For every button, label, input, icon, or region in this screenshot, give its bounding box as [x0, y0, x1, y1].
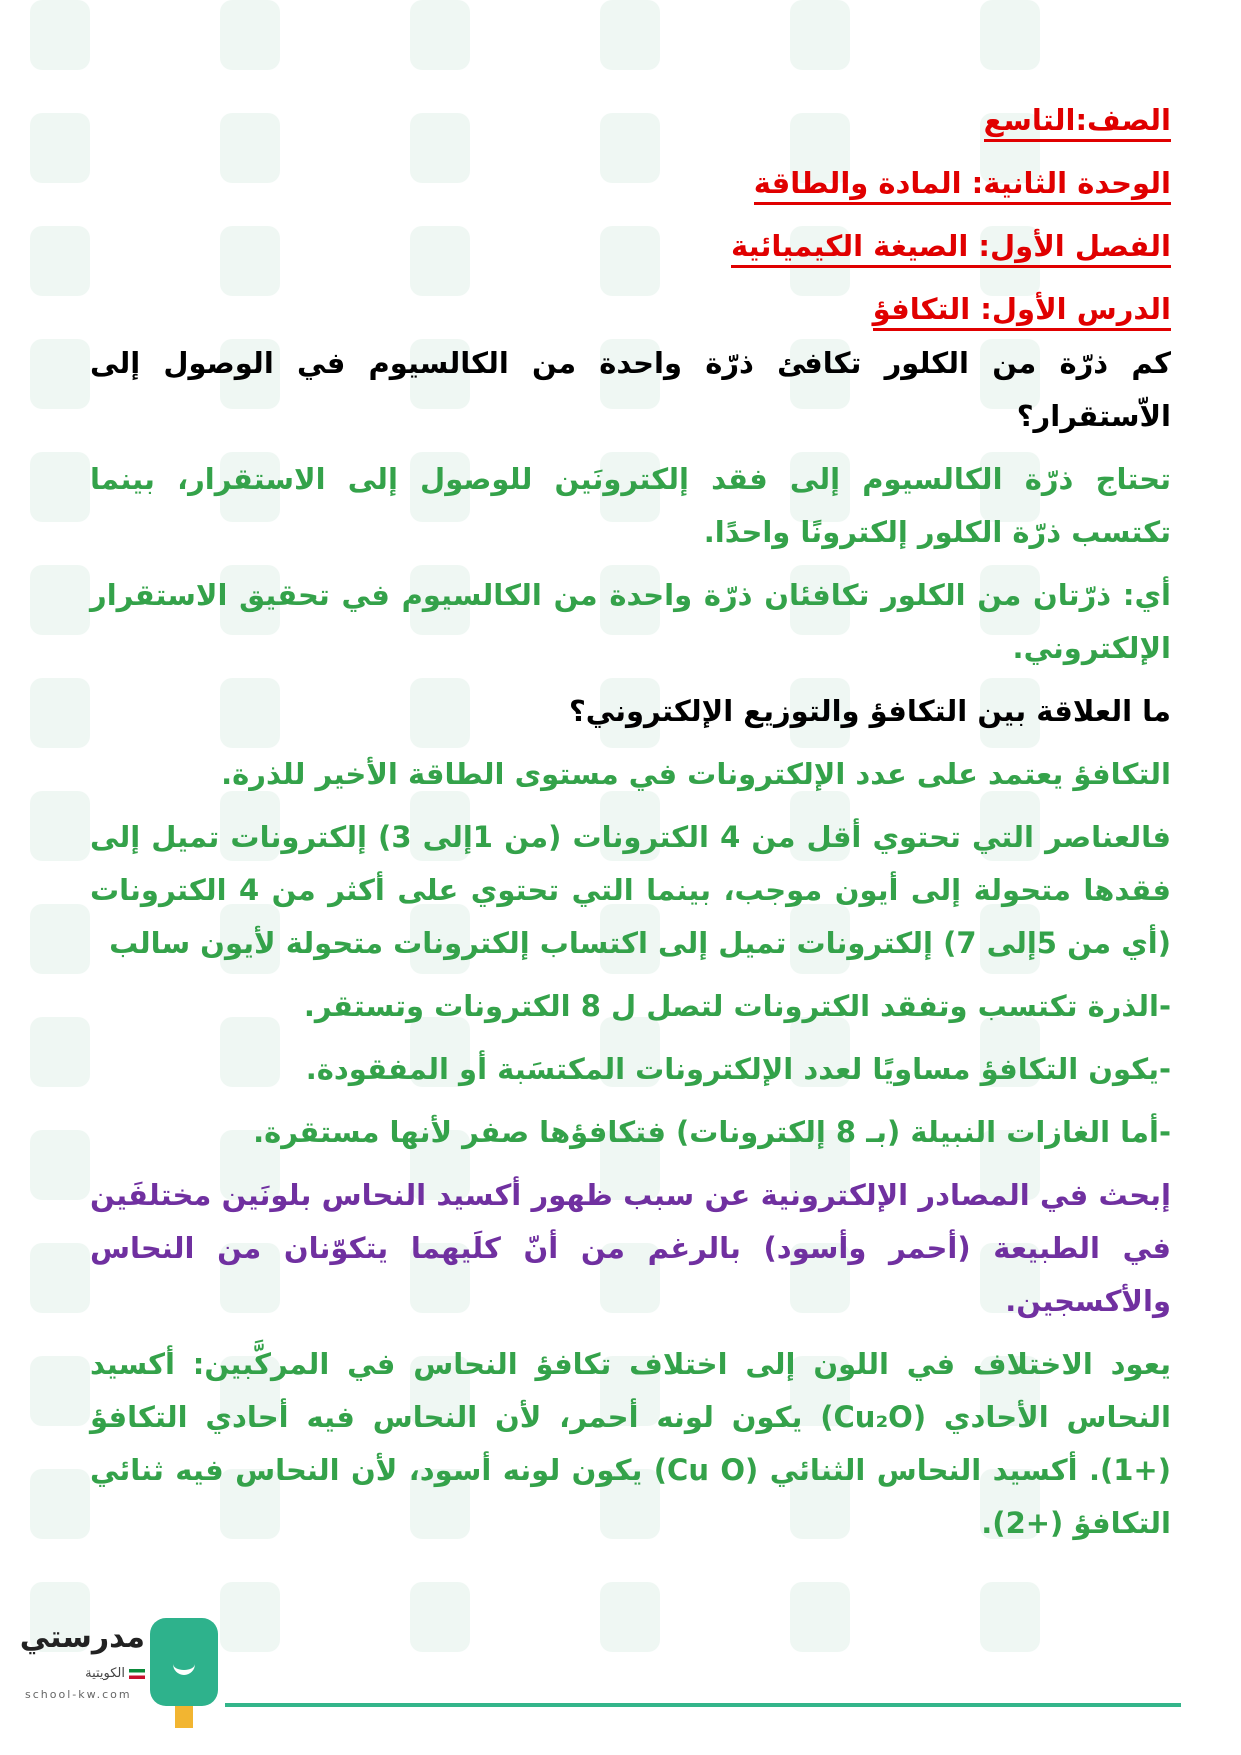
watermark-tile — [410, 1572, 580, 1662]
watermark-logo-icon — [30, 452, 90, 522]
watermark-tile — [980, 1572, 1150, 1662]
watermark-logo-icon — [410, 1582, 470, 1652]
kuwait-flag-icon — [129, 1669, 145, 1679]
answer-2b: فالعناصر التي تحتوي أقل من 4 الكترونات (من 1إلى 3) إلكترونات تميل إلى فقدها متحولة إلى أيون موجب، بينما التي تحتوي على أكثر من 4 الكترونات (أي من 5إلى 7) إلكترونات تميل إلى اكتساب إلكترونات متحولة لأيون سالب — [90, 820, 1172, 960]
document-body — [90, 100, 1171, 1560]
logo-subtitle: الكويتية — [25, 1666, 145, 1681]
logo-url: school-kw.com — [25, 1688, 132, 1701]
watermark-logo-icon — [30, 113, 90, 183]
watermark-tile — [980, 0, 1150, 80]
brand-logo — [19, 1618, 215, 1728]
bookmark-icon — [175, 1706, 193, 1728]
watermark-logo-icon — [220, 1582, 280, 1652]
watermark-logo-icon — [30, 791, 90, 861]
bullet-1: -الذرة تكتسب وتفقد الكترونات لتصل ل 8 الكترونات وتستقر. — [303, 989, 1171, 1023]
watermark-logo-icon — [30, 226, 90, 296]
watermark-logo-icon — [30, 0, 90, 70]
watermark-logo-icon — [410, 0, 470, 70]
watermark-logo-icon — [600, 0, 660, 70]
watermark-tile — [410, 0, 580, 80]
watermark-logo-icon — [220, 0, 280, 70]
watermark-logo-icon — [30, 904, 90, 974]
research-task: إبحث في المصادر الإلكترونية عن سبب ظهور أكسيد النحاس بلونَين مختلفَين في الطبيعة (أحمر وأسود) بالرغم من أنّ كلَيهما يتكوّنان من النحاس والأكسجين. — [90, 1178, 1171, 1318]
watermark-logo-icon — [600, 1582, 660, 1652]
watermark-logo-icon — [30, 1130, 90, 1200]
question-2: ما العلاقة بين التكافؤ والتوزيع الإلكتروني؟ — [568, 694, 1171, 728]
watermark-logo-icon — [30, 1356, 90, 1426]
watermark-tile — [600, 0, 770, 80]
watermark-logo-icon — [30, 565, 90, 635]
watermark-logo-icon — [30, 339, 90, 409]
watermark-logo-icon — [790, 1582, 850, 1652]
watermark-logo-icon — [30, 1243, 90, 1313]
footer-divider — [225, 1703, 1181, 1707]
bullet-2: -يكون التكافؤ مساويًا لعدد الإلكترونات المكتسَبة أو المفقودة. — [305, 1052, 1171, 1086]
answer-2a: التكافؤ يعتمد على عدد الإلكترونات في مستوى الطاقة الأخير للذرة. — [221, 757, 1171, 791]
logo-name: مدرستي — [19, 1620, 145, 1655]
watermark-logo-icon — [30, 678, 90, 748]
watermark-logo-icon — [980, 1582, 1040, 1652]
watermark-logo-icon — [980, 0, 1040, 70]
watermark-tile — [600, 1572, 770, 1662]
lesson-heading: الدرس الأول: التكافؤ — [90, 289, 1171, 329]
watermark-logo-icon — [30, 1017, 90, 1087]
watermark-tile — [790, 1572, 960, 1662]
unit-heading: الوحدة الثانية: المادة والطاقة — [90, 163, 1171, 203]
watermark-tile — [790, 0, 960, 80]
bullet-3: -أما الغازات النبيلة (بـ 8 إلكترونات) فتكافؤها صفر لأنها مستقرة. — [253, 1115, 1171, 1149]
watermark-tile — [220, 1572, 390, 1662]
watermark-tile — [30, 0, 200, 80]
answer-1b: أي: ذرّتان من الكلور تكافئان ذرّة واحدة من الكالسيوم في تحقيق الاستقرار الإلكتروني. — [90, 578, 1171, 665]
watermark-logo-icon — [790, 0, 850, 70]
grade-heading: الصف:التاسع — [90, 100, 1171, 140]
answer-1a: تحتاج ذرّة الكالسيوم إلى فقد إلكترونَين للوصول إلى الاستقرار، بينما تكتسب ذرّة الكلور إلكترونًا واحدًا. — [90, 462, 1171, 549]
research-answer: يعود الاختلاف في اللون إلى اختلاف تكافؤ النحاس في المركَّبين: أكسيد النحاس الأحادي (Cu₂O) يكون لونه أحمر، لأن النحاس فيه أحادي التكافؤ (+1). أكسيد النحاس الثنائي (Cu O) يكون لونه أسود، لأن النحاس فيه ثنائي التكافؤ (+2). — [90, 1347, 1171, 1540]
watermark-tile — [220, 0, 390, 80]
question-1: كم ذرّة من الكلور تكافئ ذرّة واحدة من الكالسيوم في الوصول إلى الاّستقرار؟ — [90, 346, 1171, 433]
chapter-heading: الفصل الأول: الصيغة الكيميائية — [90, 226, 1171, 266]
watermark-logo-icon — [30, 1469, 90, 1539]
